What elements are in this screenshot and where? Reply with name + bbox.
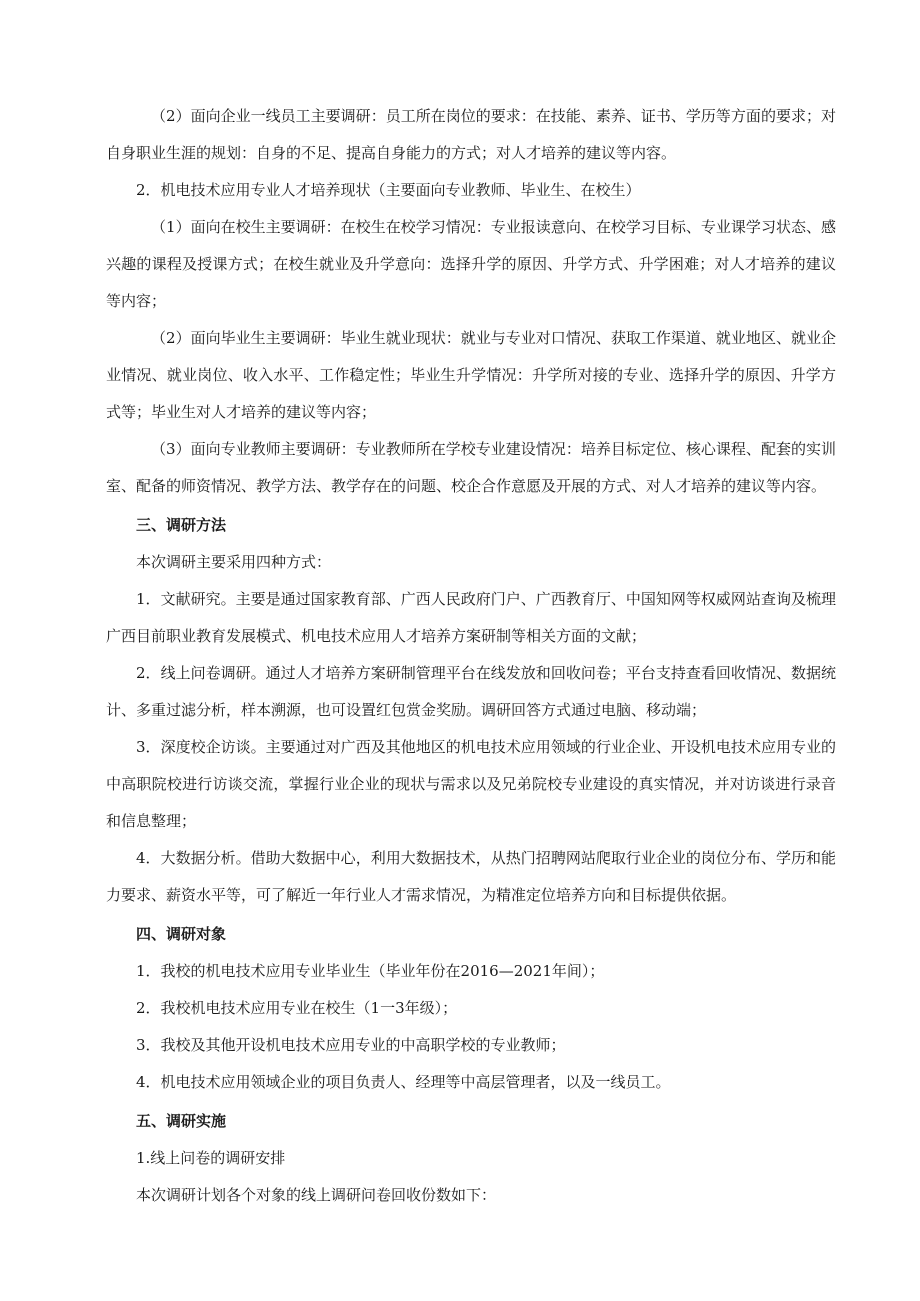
paragraph-employee-survey: （2）面向企业一线员工主要调研：员工所在岗位的要求：在技能、素养、证书、学历等方面的要求；对自身职业生涯的规划：自身的不足、提高自身能力的方式；对人才培养的建议等内容。 bbox=[106, 107, 836, 162]
section-heading-implementation: 五、调研实施 bbox=[136, 1112, 227, 1130]
document-body bbox=[106, 98, 836, 1214]
paragraph-subject-graduates: 1．我校的机电技术应用专业毕业生（毕业年份在2016—2021年间）； bbox=[136, 962, 605, 980]
paragraph-method-literature: 1．文献研究。主要是通过国家教育部、广西人民政府门户、广西教育厅、中国知网等权威网站查询及梳理广西目前职业教育发展模式、机电技术应用人才培养方案研制等相关方面的文献； bbox=[106, 590, 836, 645]
paragraph-graduate-survey: （2）面向毕业生主要调研：毕业生就业现状：就业与专业对口情况、获取工作渠道、就业地区、就业企业情况、就业岗位、收入水平、工作稳定性；毕业生升学情况：升学所对接的专业、选择升学的原因、升学方式等；毕业生对人才培养的建议等内容； bbox=[106, 329, 836, 421]
paragraph-questionnaire-plan: 本次调研计划各个对象的线上调研问卷回收份数如下： bbox=[136, 1186, 497, 1204]
section-heading-subjects: 四、调研对象 bbox=[136, 925, 227, 943]
section-heading-methods: 三、调研方法 bbox=[136, 516, 227, 534]
paragraph-method-interview: 3．深度校企访谈。主要通过对广西及其他地区的机电技术应用领域的行业企业、开设机电技术应用专业的中高职院校进行访谈交流，掌握行业企业的现状与需求以及兄弟院校专业建设的真实情况，并对访谈进行录音和信息整理； bbox=[106, 738, 836, 830]
paragraph-teacher-survey: （3）面向专业教师主要调研：专业教师所在学校专业建设情况：培养目标定位、核心课程、配套的实训室、配备的师资情况、教学方法、教学存在的问题、校企合作意愿及开展的方式、对人才培养的建议等内容。 bbox=[106, 440, 836, 495]
paragraph-student-survey: （1）面向在校生主要调研：在校生在校学习情况：专业报读意向、在校学习目标、专业课学习状态、感兴趣的课程及授课方式；在校生就业及升学意向：选择升学的原因、升学方式、升学困难；对人才培养的建议等内容； bbox=[106, 218, 836, 310]
paragraph-subject-enterprises: 4．机电技术应用领域企业的项目负责人、经理等中高层管理者，以及一线员工。 bbox=[136, 1073, 671, 1091]
paragraph-subject-teachers: 3．我校及其他开设机电技术应用专业的中高职学校的专业教师； bbox=[136, 1036, 566, 1054]
paragraph-method-big-data: 4．大数据分析。借助大数据中心，利用大数据技术，从热门招聘网站爬取行业企业的岗位分布、学历和能力要求、薪资水平等，可了解近一年行业人才需求情况，为精准定位培养方向和目标提供依据。 bbox=[106, 849, 836, 904]
paragraph-methods-intro: 本次调研主要采用四种方式： bbox=[136, 553, 332, 571]
paragraph-training-status: 2．机电技术应用专业人才培养现状（主要面向专业教师、毕业生、在校生） bbox=[136, 181, 641, 199]
paragraph-subject-students: 2．我校机电技术应用专业在校生（1一3年级）； bbox=[136, 999, 458, 1017]
paragraph-online-arrangement: 1.线上问卷的调研安排 bbox=[136, 1149, 286, 1167]
paragraph-method-online-survey: 2．线上问卷调研。通过人才培养方案研制管理平台在线发放和回收问卷；平台支持查看回收情况、数据统计、多重过滤分析，样本溯源，也可设置红包赏金奖励。调研回答方式通过电脑、移动端； bbox=[106, 664, 836, 719]
